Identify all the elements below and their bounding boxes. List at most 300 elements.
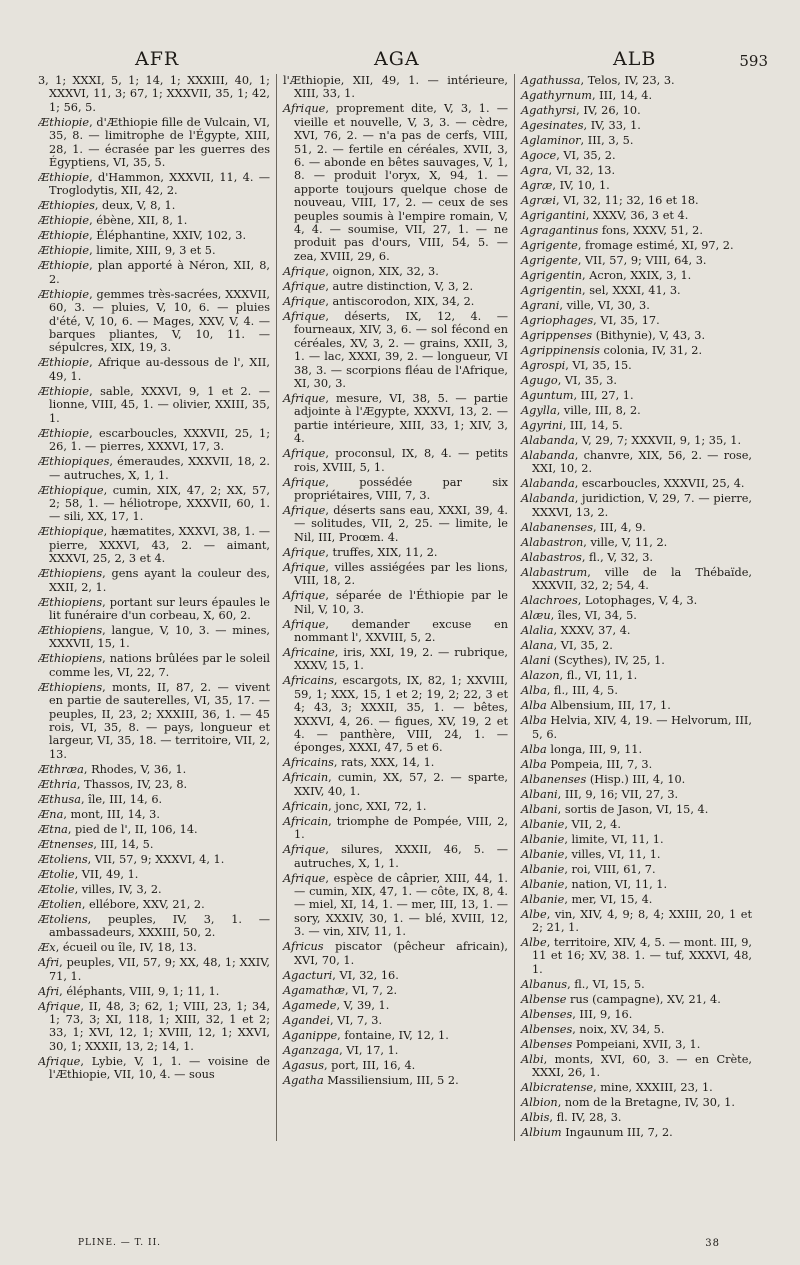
entry-text: , Rhodes, V, 36, 1. [83, 762, 187, 776]
index-entry [38, 244, 270, 257]
index-entry [521, 1053, 752, 1080]
index-entry [38, 385, 270, 425]
page-number: 593 [739, 52, 768, 70]
entry-text: , IV, 10, 1. [552, 179, 610, 192]
header-left: AFR [135, 48, 180, 70]
entry-headword: Ætolien [38, 897, 82, 911]
entry-text: , mont, III, 14, 3. [63, 807, 160, 821]
entry-text: , ville, V, 11, 2. [583, 535, 668, 549]
entry-text: rus (campagne), XV, 21, 4. [566, 992, 721, 1006]
entry-text: , mer, VI, 15, 4. [564, 892, 653, 906]
entry-text: Albensium, III, 17, 1. [546, 699, 671, 713]
index-entry [38, 941, 270, 954]
entry-headword: Æna [38, 807, 64, 821]
entry-headword: Aganzaga [283, 1043, 340, 1057]
entry-text: , VI, 35, 2. [553, 639, 613, 653]
entry-text: , éléphants, VIII, 9, 1; 11, 1. [59, 984, 220, 998]
index-entry [521, 209, 752, 222]
entry-headword: Agylla [521, 404, 557, 417]
index-entry [283, 999, 508, 1012]
index-entry [283, 295, 508, 308]
entry-text: , autre distinction, V, 3, 2. [325, 279, 474, 293]
index-entry [521, 194, 752, 207]
entry-text: , ellébore, XXV, 21, 2. [81, 897, 205, 911]
entry-text: , VII, 57, 9; XXXVI, 4, 1. [87, 852, 225, 866]
entry-headword: Alana [521, 639, 554, 653]
entry-text: , portant sur leurs épaules le lit funéraire d'un corbeau, X, 60, 2. [49, 595, 270, 622]
index-entry [283, 310, 508, 390]
index-entry [283, 265, 508, 278]
index-entry [521, 134, 752, 147]
entry-headword: Albani [521, 802, 558, 816]
index-entry [521, 1023, 752, 1036]
index-entry [38, 838, 270, 851]
entry-text: , possédée par six propriétaires, VIII, 7, 3. [294, 475, 508, 502]
entry-headword: Æthiopique [38, 525, 104, 539]
entry-text: , nation, VI, 11, 1. [564, 877, 668, 891]
entry-headword: Afrique [38, 999, 81, 1013]
entry-text: , d'Æthiopie fille de Vulcain, VI, 35, 8. — limitrophe de l'Égypte, XIII, 28, 1. — écrasée par les guerres des Égyptiens, VI, 35, 5. [49, 115, 270, 170]
index-entry [521, 684, 752, 697]
index-entry [521, 104, 752, 117]
entry-headword: Agathyrnum [521, 89, 592, 102]
entry-text: , déserts sans eau, XXXI, 39, 4. — solitudes, VII, 2, 25. — limite, le Nil, III, Proœm. 4. [294, 503, 508, 544]
entry-headword: Agesinates [521, 119, 584, 132]
header-center: AGA [374, 48, 420, 70]
entry-text: , nom de la Bretagne, IV, 30, 1. [557, 1096, 735, 1110]
entry-headword: Æthiopie [38, 115, 90, 129]
index-entry [38, 596, 270, 623]
index-entry [38, 171, 270, 198]
index-entry [521, 714, 752, 741]
index-entry [521, 803, 752, 816]
index-entry [521, 329, 752, 342]
entry-text: , villes assiégées par les lions, VIII, 18, 2. [294, 560, 508, 588]
entry-headword: Agra [521, 164, 549, 177]
entry-headword: Africain [283, 814, 329, 828]
entry-text: , escarboucles, XXXVII, 25, 1; 26, 1. — pierres, XXXVI, 17, 3. [49, 426, 270, 454]
entry-text: , Éléphantine, XXIV, 102, 3. [89, 229, 247, 243]
entry-text: , VI, 7, 2. [345, 983, 398, 997]
index-entry [521, 878, 752, 891]
entry-headword: Albanenses [521, 772, 587, 786]
index-entry [38, 793, 270, 806]
entry-headword: Alba [521, 699, 547, 713]
entry-text: , langue, V, 10, 3. — mines, XXXVII, 15, 1. [49, 623, 270, 651]
entry-headword: Alalia [521, 624, 554, 638]
entry-headword: Africus [283, 940, 324, 954]
entry-headword: Æthiopie [38, 356, 90, 370]
entry-text: longa, III, 9, 11. [546, 742, 643, 756]
entry-text: (Scythes), IV, 25, 1. [550, 654, 665, 668]
entry-text: , triomphe de Pompée, VIII, 2, 1. [294, 814, 508, 842]
index-entry [521, 359, 752, 372]
entry-text: (Hisp.) III, 4, 10. [586, 772, 686, 786]
index-entry [283, 940, 508, 967]
entry-headword: Afrique [283, 843, 326, 857]
entry-text: , XXXV, 36, 3 et 4. [585, 209, 689, 222]
entry-text: , Telos, IV, 23, 3. [580, 74, 675, 87]
index-entry [521, 1038, 752, 1051]
entry-headword: Aganippe [283, 1028, 338, 1042]
index-entry [283, 969, 508, 982]
entry-headword: Afrique [283, 560, 326, 574]
entry-headword: Agasus [283, 1058, 324, 1072]
entry-headword: Afrique [283, 391, 326, 405]
index-entry [38, 199, 270, 212]
entry-text: , silures, XXXII, 46, 5. — autruches, X, 1, 1. [294, 843, 508, 870]
entry-headword: Æthiopiens [38, 652, 103, 666]
entry-text: , monts, XVI, 60, 3. — en Crète, XXXI, 26, 1. [532, 1052, 752, 1080]
entry-text: , XXXV, 37, 4. [553, 624, 631, 638]
index-entry [38, 778, 270, 791]
entry-headword: Albis [521, 1111, 550, 1125]
entry-text: , mine, XXXIII, 23, 1. [593, 1081, 713, 1095]
entry-headword: Afrique [283, 294, 326, 308]
entry-text: , ville de la Thébaïde, XXXVII, 32, 2; 54, 4. [532, 565, 752, 593]
index-entry [283, 1029, 508, 1042]
entry-text: , VI, 32, 16. [332, 968, 399, 982]
entry-headword: Afrique [283, 545, 326, 559]
index-entry [38, 229, 270, 242]
entry-text: , Thassos, IV, 23, 8. [76, 777, 188, 791]
entry-headword: Albenses [521, 1037, 573, 1051]
entry-headword: Agrippinensis [521, 344, 600, 357]
index-entry [521, 1081, 752, 1094]
entry-text: , III, 27, 1. [573, 389, 634, 402]
entry-headword: Agrigente [521, 239, 578, 252]
entry-text: , roi, VIII, 61, 7. [564, 862, 656, 876]
index-entry [283, 392, 508, 446]
index-entry [38, 356, 270, 383]
index-entry [283, 1059, 508, 1072]
index-entry [521, 654, 752, 667]
header-right: ALB [613, 48, 657, 70]
entry-headword: Alba [521, 714, 547, 728]
entry-text: Ingaunum III, 7, 2. [561, 1126, 673, 1140]
entry-headword: Albi [521, 1052, 544, 1066]
index-entry [283, 476, 508, 503]
index-entry [283, 561, 508, 588]
index-entry [521, 993, 752, 1006]
footer-signature: PLINE. — T. II. [78, 1238, 161, 1248]
index-entry [38, 1055, 270, 1082]
entry-text: , écueil ou île, IV, 18, 13. [55, 941, 197, 955]
entry-text: , chanvre, XIX, 56, 2. — rose, XXI, 10, 2. [532, 449, 752, 476]
entry-text: , IV, 26, 10. [576, 104, 641, 117]
entry-text: , iris, XXI, 19, 2. — rubrique, XXXV, 15, 1. [294, 645, 508, 673]
entry-headword: Agamede [283, 998, 337, 1012]
index-entry [521, 224, 752, 237]
entry-headword: Æthræa [38, 762, 84, 776]
entry-text: , fl., V, 32, 3. [581, 550, 654, 564]
entry-headword: Afrique [283, 617, 326, 631]
column-middle [276, 74, 514, 1141]
entry-headword: Afrique [283, 503, 326, 517]
index-entry [283, 800, 508, 813]
entry-headword: Aguntum [521, 389, 574, 402]
entry-headword: Albanie [521, 892, 565, 906]
index-entry [521, 477, 752, 490]
entry-text: , plan apporté à Néron, XII, 8, 2. [49, 259, 270, 286]
index-entry [283, 1044, 508, 1057]
entry-headword: Africaine [283, 645, 335, 659]
entry-headword: Africain [283, 799, 329, 813]
index-entry [283, 1014, 508, 1027]
entry-text: piscator (pêcheur africain), XVI, 70, 1. [294, 940, 508, 967]
entry-text: , gemmes très-sacrées, XXXVII, 60, 3. — pluies, V, 10, 6. — pluies d'été, V, 10, 6. — Mages, XXV, V, 4. — barques pliantes, V, 10, 11. — sépulcres, XIX, 19, 3. [49, 287, 270, 355]
entry-headword: Æthiopie [38, 171, 90, 185]
entry-headword: Agræi [521, 194, 557, 207]
index-entry [38, 525, 270, 565]
index-entry [38, 956, 270, 983]
index-entry [38, 808, 270, 821]
entry-headword: Æthiopique [38, 483, 104, 497]
entry-text: , mesure, VI, 38, 5. — partie adjointe à l'Ægypte, XXXVI, 13, 2. — partie intérieure, XIII, 33, 1; XIV, 3, 4. [294, 391, 508, 446]
entry-text: , proconsul, IX, 8, 4. — petits rois, XVIII, 5, 1. [294, 447, 508, 474]
entry-headword: Afrique [283, 264, 326, 278]
entry-text: , III, 14, 5. [93, 837, 154, 851]
entry-headword: Alba [521, 742, 547, 756]
index-entry [521, 743, 752, 756]
index-entry [283, 646, 508, 673]
entry-headword: Albion [521, 1096, 558, 1110]
entry-text: , III, 14, 5. [562, 419, 623, 432]
index-entry [283, 589, 508, 616]
entry-text: , III, 9, 16; VII, 27, 3. [557, 787, 679, 801]
entry-headword: Alabastrum [521, 565, 588, 579]
index-entry [521, 389, 752, 402]
index-entry [38, 1000, 270, 1054]
entry-headword: Agrippenses [521, 329, 593, 342]
entry-text: , Lotophages, V, 4, 3. [577, 594, 698, 608]
entry-headword: Alba [521, 757, 547, 771]
entry-headword: Æthiopie [38, 229, 90, 243]
entry-text: , III, 14, 4. [592, 89, 653, 102]
index-entry [521, 833, 752, 846]
index-entry [521, 1008, 752, 1021]
entry-text: , deux, V, 8, 1. [94, 199, 176, 213]
entry-headword: Æx [38, 941, 56, 955]
index-entry [521, 314, 752, 327]
index-entry [521, 566, 752, 593]
entry-headword: Æthusa [38, 792, 81, 806]
entry-headword: Agriophages [521, 314, 594, 327]
index-entry [38, 484, 270, 524]
entry-headword: Agræ [521, 179, 553, 192]
entry-headword: Agoce [521, 149, 557, 162]
entry-text: , escargots, IX, 82, 1; XXVIII, 59, 1; XXX, 15, 1 et 2; 19, 2; 22, 3 et 4; 43, 3; XXXII, 35, 1. — bêtes, XXXVI, 4, 26. — figues, XV, 19, 2 et 4. — panthère, VIII, 24, 1. — éponges, XXXI, 47, 5 et 6. [294, 674, 508, 755]
index-entry [521, 699, 752, 712]
entry-text: , d'Hammon, XXXVII, 11, 4. — Troglodytis, XII, 42, 2. [49, 171, 270, 198]
entry-headword: Albanie [521, 847, 565, 861]
index-entry [283, 447, 508, 474]
entry-text: , V, 29, 7; XXXVII, 9, 1; 35, 1. [574, 434, 742, 447]
entry-headword: Alabastros [521, 550, 582, 564]
index-entry [521, 848, 752, 861]
entry-headword: Agrospi [521, 359, 566, 372]
entry-text: Pompeiani, XVII, 3, 1. [572, 1037, 701, 1051]
entry-headword: Afrique [283, 447, 326, 461]
entry-headword: Albenses [521, 1007, 573, 1021]
entry-headword: Afri [38, 956, 60, 970]
entry-text: fons, XXXV, 51, 2. [598, 224, 703, 237]
entry-headword: Albani [521, 787, 558, 801]
entry-headword: Albense [521, 992, 567, 1006]
entry-headword: Ætolie [38, 882, 75, 896]
entry-headword: Agragantinus [521, 224, 599, 237]
entry-headword: Afrique [283, 475, 326, 489]
index-entry [521, 1126, 752, 1139]
entry-headword: Afrique [283, 871, 326, 885]
entry-headword: Afrique [283, 589, 326, 603]
entry-text: , fl. IV, 28, 3. [549, 1111, 622, 1125]
entry-headword: Agrigantini [521, 209, 586, 222]
entry-text: , gens ayant la couleur des, XXII, 2, 1. [49, 567, 270, 594]
index-entry [38, 288, 270, 355]
entry-headword: Albanie [521, 877, 565, 891]
entry-text: , juridiction, V, 29, 7. — pierre, XXXVI, 13, 2. [532, 492, 752, 519]
entry-text: , peuples, IV, 3, 1. — ambassadeurs, XXXIII, 50, 2. [49, 912, 270, 940]
entry-text: , III, 9, 16. [572, 1007, 633, 1021]
entry-text: , Acron, XXIX, 3, 1. [582, 269, 692, 282]
entry-headword: Afrique [38, 1054, 81, 1068]
entry-text: , fl., III, 4, 5. [546, 684, 618, 698]
entry-text: , rats, XXX, 14, 1. [333, 756, 435, 770]
entry-text: , vin, XIV, 4, 9; 8, 4; XXIII, 20, 1 et 2; 21, 1. [532, 907, 752, 935]
entry-headword: Agamathæ [283, 983, 346, 997]
entry-headword: Agacturi [283, 968, 333, 982]
index-entry [283, 618, 508, 645]
entry-headword: Albanus [521, 977, 568, 991]
entry-text: , VI, 17, 1. [339, 1043, 399, 1057]
index-entry [38, 823, 270, 836]
entry-headword: Æthiopiques [38, 455, 110, 469]
entry-headword: Æthiopies [38, 199, 95, 213]
entry-text: , VII, 2, 4. [564, 817, 621, 831]
entry-headword: Æthiopie [38, 287, 90, 301]
entry-text: , VII, 49, 1. [74, 867, 139, 881]
index-entry [521, 299, 752, 312]
index-entry [283, 504, 508, 544]
entry-text: , ébène, XII, 8, 1. [89, 214, 188, 228]
entry-headword: Æthiopie [38, 384, 90, 398]
entry-text: , fl., VI, 11, 1. [559, 669, 638, 683]
entry-text: , VI, 35, 2. [556, 149, 616, 162]
entry-headword: Afrique [283, 309, 326, 323]
index-entry [521, 758, 752, 771]
index-entry [38, 913, 270, 940]
entry-headword: Albe [521, 936, 547, 950]
entry-headword: Agugo [521, 374, 558, 387]
entry-headword: Albe [521, 907, 547, 921]
entry-text: , VI, 35, 15. [565, 359, 632, 372]
index-entry [521, 521, 752, 534]
index-entry [521, 254, 752, 267]
entry-text: , limite, VI, 11, 1. [564, 832, 664, 846]
entry-headword: Africains [283, 674, 334, 688]
entry-headword: Afrique [283, 279, 326, 293]
entry-text: , pied de l', II, 106, 14. [67, 822, 198, 836]
entry-text: , monts, II, 87, 2. — vivent en partie de sauterelles, VI, 35, 17. — peuples, II, 23, 2; XXXIII, 36, 1. — 45 rois, VI, 35, 8. — pays, longueur et largeur, VI, 35, 18. — territoire, VII, 2, 13. [49, 680, 270, 761]
entry-headword: Alba [521, 684, 547, 698]
entry-headword: Æthria [38, 777, 77, 791]
entry-headword: Alabanda [521, 449, 575, 462]
entry-text: (Bithynie), V, 43, 3. [592, 329, 706, 342]
entry-text: , nations brûlées par le soleil comme les, VI, 22, 7. [49, 652, 270, 679]
entry-headword: Æthiopiens [38, 623, 103, 637]
index-entry [521, 404, 752, 417]
footer-folio: 38 [705, 1238, 720, 1249]
index-entry [521, 269, 752, 282]
index-entry [521, 449, 752, 476]
index-entry [283, 843, 508, 870]
entry-headword: Agrigentin [521, 269, 583, 282]
entry-text: , antiscorodon, XIX, 34, 2. [325, 294, 475, 308]
entry-text: , villes, IV, 3, 2. [74, 882, 162, 896]
entry-text: , V, 39, 1. [336, 998, 390, 1012]
index-columns [38, 74, 770, 1141]
entry-text: , Lybie, V, 1, 1. — voisine de l'Æthiopie, VII, 10, 4. — sous [49, 1054, 270, 1082]
entry-headword: Æthiopie [38, 259, 90, 273]
entry-headword: Agrani [521, 299, 560, 312]
entry-text: , cumin, XIX, 47, 2; XX, 57, 2; 58, 1. — héliotrope, XXXVII, 60, 1. — sili, XX, 17, 1. [49, 483, 270, 524]
entry-headword: Æthiopie [38, 426, 90, 440]
entry-headword: Agandei [283, 1013, 330, 1027]
entry-headword: Albanie [521, 832, 565, 846]
index-entry [38, 116, 270, 170]
entry-text: colonia, IV, 31, 2. [599, 344, 703, 357]
entry-headword: Ætoliens [38, 912, 88, 926]
index-entry [283, 756, 508, 769]
index-entry [283, 771, 508, 798]
entry-text: , II, 48, 3; 62, 1; VIII, 23, 1; 34, 1; 73, 3; XI, 118, 1; XIII, 32, 1 et 2; 33, 1; XVI, 12, 1; XVIII, 12, 1; XXVI, 30, 1; XXXII, 13, 2; 14, 1. [49, 999, 270, 1053]
entry-text: , VI, 35, 17. [593, 314, 660, 327]
index-entry [521, 344, 752, 357]
index-entry [38, 214, 270, 227]
index-entry [521, 179, 752, 192]
index-entry [38, 427, 270, 454]
entry-text: , demander excuse en nommant l', XXVIII, 5, 2. [294, 617, 508, 644]
index-entry [38, 259, 270, 286]
index-entry [38, 455, 270, 482]
entry-text: , séparée de l'Éthiopie par le Nil, V, 10, 3. [294, 589, 508, 616]
entry-headword: Æthiopiens [38, 680, 103, 694]
entry-headword: Aglaminor [521, 134, 581, 147]
entry-text: , III, 3, 5. [580, 134, 634, 147]
index-entry [38, 681, 270, 761]
entry-text: , VI, 35, 3. [557, 374, 618, 387]
index-entry [38, 567, 270, 594]
entry-text: , hæmatites, XXXVI, 38, 1. — pierre, XXXVI, 43, 2. — aimant, XXXVI, 25, 2, 3 et 4. [49, 525, 270, 566]
index-entry [521, 639, 752, 652]
entry-text: , fontaine, IV, 12, 1. [337, 1028, 449, 1042]
entry-text: , émeraudes, XXXVII, 18, 2. — autruches, X, 1, 1. [49, 455, 270, 482]
index-entry [521, 788, 752, 801]
entry-text: , fromage estimé, XI, 97, 2. [577, 239, 734, 252]
entry-text: , sable, XXXVI, 9, 1 et 2. — lionne, VIII, 45, 1. — olivier, XXIII, 35, 1. [49, 384, 270, 425]
entry-text: , VI, 32, 13. [548, 164, 616, 177]
index-entry [283, 674, 508, 754]
index-entry [283, 815, 508, 842]
entry-headword: Alani [521, 654, 551, 668]
entry-headword: Alabanenses [521, 520, 593, 534]
index-entry [521, 149, 752, 162]
index-entry [38, 853, 270, 866]
index-entry [521, 536, 752, 549]
index-entry [521, 374, 752, 387]
entry-headword: Agathyrsi [521, 104, 577, 117]
